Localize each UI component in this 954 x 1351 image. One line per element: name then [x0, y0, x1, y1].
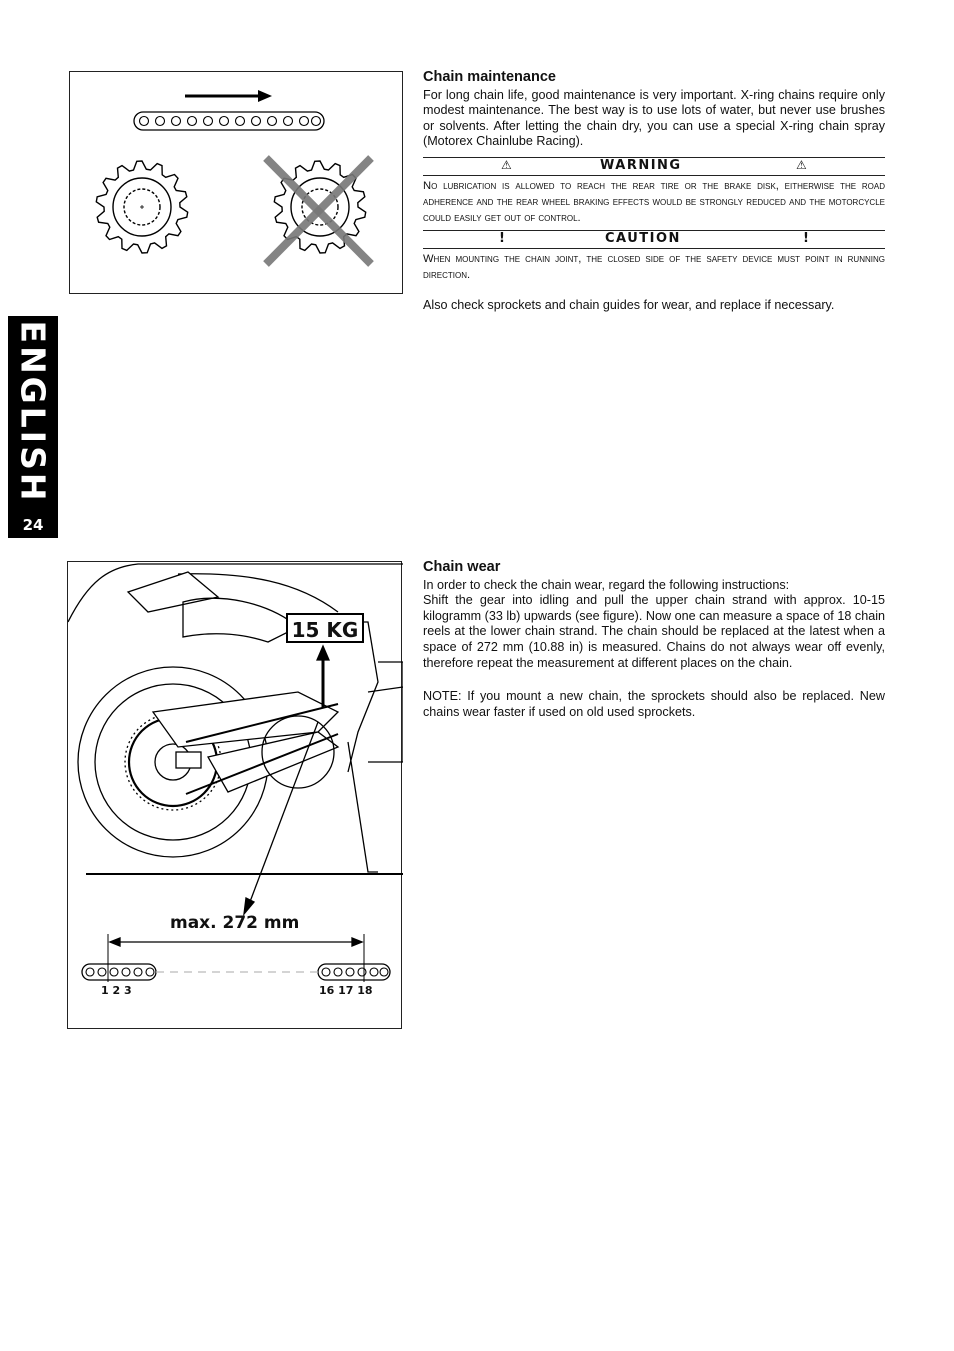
- sprocket-check-paragraph: Also check sprockets and chain guides for wear, and replace if necessary.: [423, 298, 835, 312]
- chain-maintenance-heading: Chain maintenance: [423, 69, 556, 85]
- language-tab: [8, 316, 58, 538]
- sprocket-figure: [69, 71, 403, 294]
- chain-wear-figure: [67, 561, 402, 1029]
- warning-label: WARNING: [600, 158, 682, 173]
- page-number: 24: [22, 516, 44, 534]
- caution-icon-right: !: [803, 231, 811, 246]
- language-label: ENGLISH: [13, 320, 53, 504]
- chain-wear-section: [423, 560, 885, 720]
- sprocket-illustration: [70, 72, 404, 295]
- caution-label: CAUTION: [605, 231, 681, 246]
- force-label: 15 KG: [286, 613, 364, 643]
- chain-maintenance-section: [423, 70, 885, 150]
- caution-bar: [423, 230, 885, 249]
- chain-wear-heading: Chain wear: [423, 559, 501, 575]
- warning-icon-right: ⚠: [796, 158, 809, 172]
- caution-text: When mounting the chain joint, the closed side of the safety device must point in running direction.: [423, 253, 885, 281]
- distance-label: max. 272 mm: [170, 913, 300, 933]
- warning-bar: [423, 157, 885, 176]
- link-numbers-right: 16 17 18: [319, 984, 373, 997]
- warning-icon-left: ⚠: [501, 158, 514, 172]
- warning-text: No lubrication is allowed to reach the rear tire or the brake disk, eitherwise the road adherence and the rear wheel braking effects would be strongly reduced and the motorcycle could easily get out of control.: [423, 180, 885, 224]
- chain-wear-intro: In order to check the chain wear, regard the following instructions:: [423, 577, 790, 592]
- sprocket-check-text: [423, 298, 885, 314]
- chain-wear-note: NOTE: If you mount a new chain, the sprockets should also be replaced. New chains wear faster if used on old used sprockets.: [423, 689, 885, 719]
- caution-icon-left: !: [499, 231, 507, 246]
- link-numbers-left: 1 2 3: [101, 984, 132, 997]
- chain-maintenance-body: For long chain life, good maintenance is very important. X-ring chains require only modest maintenance. The best way is to use lots of water, but never use brushes or solvents. After letting the chain dry, you can use a special X-ring chain spray (Motorex Chainlube Racing).: [423, 87, 885, 149]
- chain-wear-body: Shift the gear into idling and pull the upper chain strand with approx. 10-15 kilogramm (33 lb) upwards (see figure). Now one can measure a space of 18 chain reels at the lower chain strand. The chain should be replaced at the latest when a space of 272 mm (10.88 in) is measured. Chains do not always wear off evenly, therefore repeat the measurement at different places on the chain.: [423, 593, 885, 670]
